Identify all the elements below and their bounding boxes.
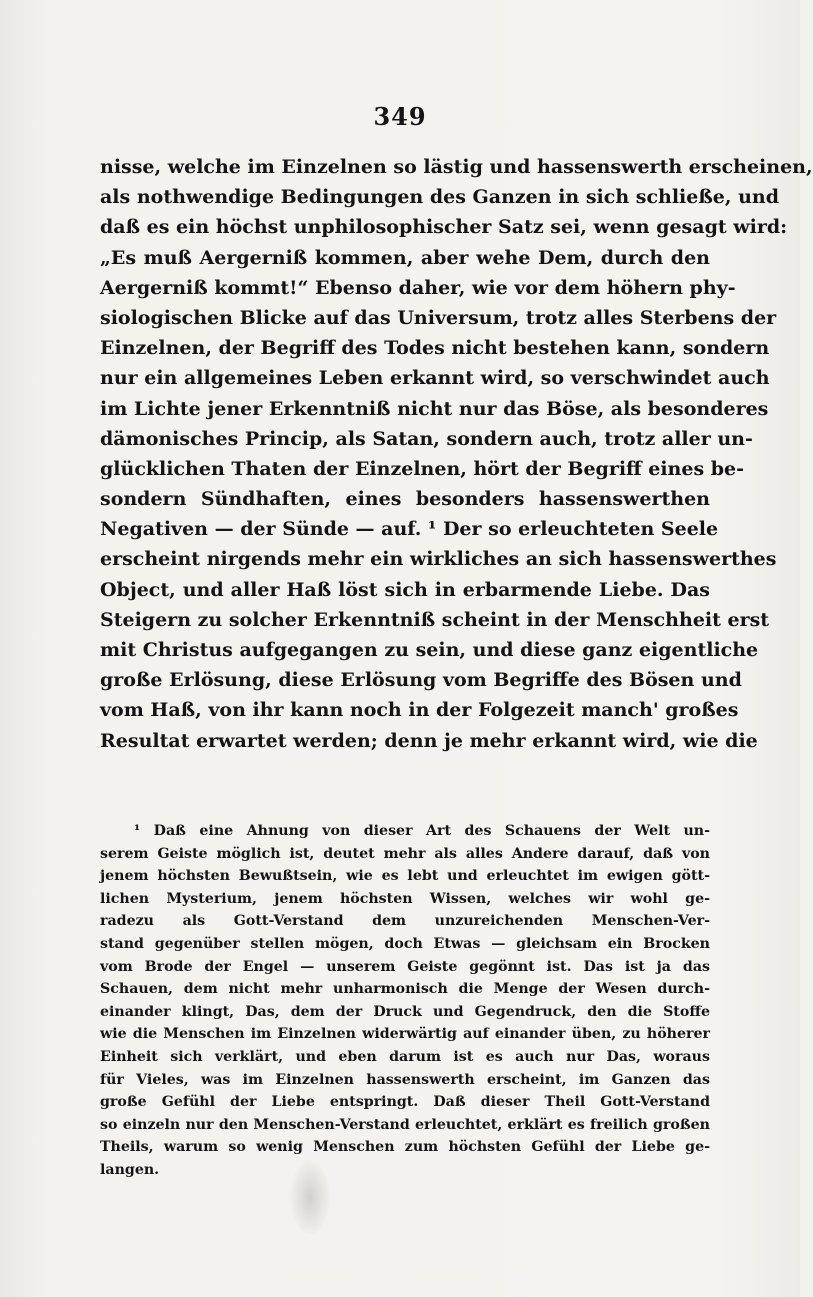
footnote-line: große Gefühl der Liebe entspringt. Daß dieser Theil Gott-Verstand <box>100 1094 710 1111</box>
text-line: Einzelnen, der Begriff des Todes nicht bestehen kann, sondern <box>100 337 770 360</box>
footnote-line: einander klingt, Das, dem der Druck und Gegendruck, den die Stoffe <box>100 1003 710 1020</box>
footnote-line: lichen Mysterium, jenem höchsten Wissen, welches wir wohl ge- <box>100 890 710 907</box>
text-line: Steigern zu solcher Erkenntniß scheint in der Menschheit erst <box>100 608 770 631</box>
text-line: daß es ein höchst unphilosophischer Satz sei, wenn gesagt wird: <box>100 216 788 239</box>
text-line: Object, und aller Haß löst sich in erbarmende Liebe. Das <box>100 578 710 601</box>
text-line: dämonisches Princip, als Satan, sondern auch, trotz aller un- <box>100 427 753 450</box>
footnote-block <box>100 820 710 1182</box>
text-line: sondern Sündhaften, eines besonders hassenswerthen <box>100 488 710 511</box>
footnote-line: vom Brode der Engel — unserem Geiste gegönnt ist. Das ist ja das <box>100 958 710 975</box>
page-number: 349 <box>373 102 427 131</box>
ink-smudge <box>290 1160 330 1235</box>
text-line: nur ein allgemeines Leben erkannt wird, so verschwindet auch <box>100 367 770 390</box>
footnote-line: Theils, warum so wenig Menschen zum höchsten Gefühl der Liebe ge- <box>100 1139 710 1156</box>
text-line: nisse, welche im Einzelnen so lästig und hassenswerth erscheinen, <box>100 156 813 178</box>
footnote-line: langen. <box>100 1161 160 1178</box>
footnote-line: wie die Menschen im Einzelnen widerwärtig auf einander üben, zu höherer <box>100 1026 710 1043</box>
footnote-line: serem Geiste möglich ist, deutet mehr als alles Andere darauf, daß von <box>100 845 710 862</box>
text-line: Resultat erwartet werden; denn je mehr erkannt wird, wie die <box>100 729 758 752</box>
footnote-line: radezu als Gott-Verstand dem unzureichenden Menschen-Ver- <box>100 913 710 930</box>
footnote-line: Einheit sich verklärt, und eben darum ist es auch nur Das, woraus <box>100 1048 710 1065</box>
text-line: als nothwendige Bedingungen des Ganzen in sich schließe, und <box>100 186 780 209</box>
text-line: siologischen Blicke auf das Universum, trotz alles Sterbens der <box>100 306 777 329</box>
main-text <box>100 152 813 756</box>
footnote-line: so einzeln nur den Menschen-Verstand erleuchtet, erklärt es freilich großen <box>100 1116 710 1133</box>
footnote-line: Schauen, dem nicht mehr unharmonisch die Menge der Wesen durch- <box>100 981 710 998</box>
text-line: Negativen — der Sünde — auf. ¹ Der so erleuchteten Seele <box>100 518 719 541</box>
text-line: Aergerniß kommt!“ Ebenso daher, wie vor dem höhern phy- <box>100 276 736 299</box>
footnote-line: stand gegenüber stellen mögen, doch Etwas — gleichsam ein Brocken <box>100 935 710 952</box>
text-line: große Erlösung, diese Erlösung vom Begriffe des Bösen und <box>100 669 742 692</box>
text-line: mit Christus aufgegangen zu sein, und diese ganz eigentliche <box>100 639 759 661</box>
text-line: „Es muß Aergerniß kommen, aber wehe Dem, durch den <box>100 246 710 269</box>
text-line: erscheint nirgends mehr ein wirkliches an sich hassenswerthes <box>100 548 777 571</box>
text-line: im Lichte jener Erkenntniß nicht nur das Böse, als besonderes <box>100 397 769 420</box>
footnote-line: jenem höchsten Bewußtsein, wie es lebt und erleuchtet im ewigen gött- <box>100 868 710 885</box>
footnote-line: für Vieles, was im Einzelnen hassenswerth erscheint, im Ganzen das <box>100 1071 710 1088</box>
text-line: glücklichen Thaten der Einzelnen, hört der Begriff eines be- <box>100 457 745 480</box>
footnote-line: ¹ Daß eine Ahnung von dieser Art des Schauens der Welt un- <box>134 823 710 839</box>
text-line: vom Haß, von ihr kann noch in der Folgezeit manch' großes <box>100 699 739 722</box>
